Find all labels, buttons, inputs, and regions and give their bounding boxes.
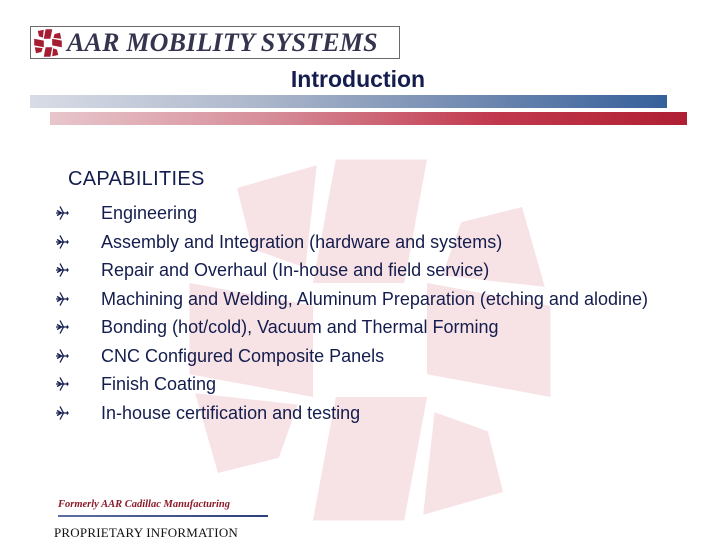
list-item <box>55 343 655 370</box>
airplane-icon <box>55 349 69 363</box>
airplane-icon <box>55 292 69 306</box>
company-logo <box>30 26 400 59</box>
slide-title: Introduction <box>290 66 426 92</box>
bullet-text: Machining and Welding, Aluminum Preparation (etching and alodine) <box>101 288 648 309</box>
list-item <box>55 257 655 284</box>
footer-divider <box>58 515 268 517</box>
bullet-text: Finish Coating <box>101 374 217 394</box>
airplane-icon <box>55 320 69 334</box>
airplane-icon <box>55 406 69 420</box>
logo-text: AAR MOBILITY SYSTEMS <box>67 27 378 57</box>
list-item <box>55 314 655 341</box>
list-item <box>55 400 655 427</box>
formerly-note: Formerly AAR Cadillac Manufacturing <box>58 499 231 510</box>
bullet-text: Assembly and Integration (hardware and systems) <box>101 231 503 252</box>
header-bar-red <box>50 112 687 125</box>
list-item <box>55 371 655 398</box>
list-item <box>55 229 655 256</box>
proprietary-notice: PROPRIETARY INFORMATION <box>54 525 239 540</box>
header-bar-blue <box>30 95 667 108</box>
list-item <box>55 200 655 227</box>
list-item <box>55 286 655 313</box>
airplane-icon <box>55 206 69 220</box>
airplane-icon <box>55 235 69 249</box>
bullet-text: Repair and Overhaul (In-house and field service) <box>101 260 490 280</box>
airplane-icon <box>55 377 69 391</box>
aar-logo-icon <box>33 28 63 58</box>
bullet-text: Engineering <box>101 203 198 223</box>
bullet-text: CNC Configured Composite Panels <box>101 345 385 366</box>
section-heading: CAPABILITIES <box>68 168 205 190</box>
airplane-icon <box>55 263 69 277</box>
capabilities-list <box>55 200 655 428</box>
bullet-text: In-house certification and testing <box>101 402 361 423</box>
bullet-text: Bonding (hot/cold), Vacuum and Thermal Forming <box>101 317 499 337</box>
